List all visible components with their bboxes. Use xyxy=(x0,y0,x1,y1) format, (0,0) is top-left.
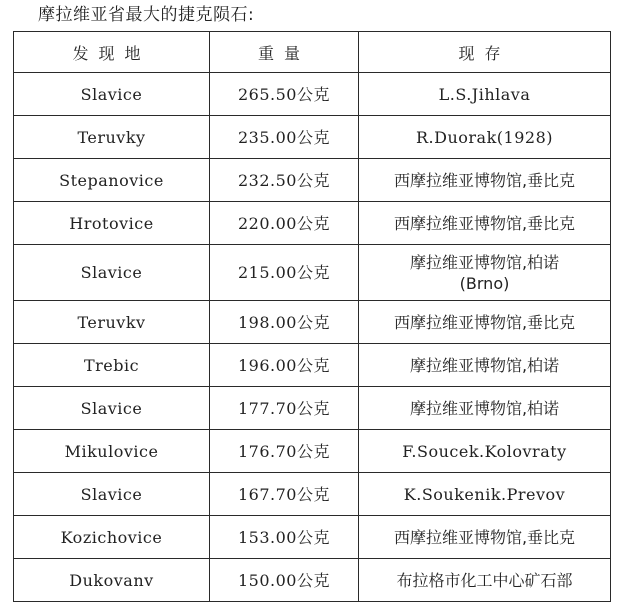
cell-place: Slavice xyxy=(14,473,210,516)
table-caption: 摩拉维亚省最大的捷克陨石: xyxy=(38,5,255,25)
table-row xyxy=(14,202,611,245)
cell-location: L.S.Jihlava xyxy=(359,73,611,116)
cell-location: R.Duorak(1928) xyxy=(359,116,611,159)
cell-place: Kozichovice xyxy=(14,516,210,559)
meteorite-table xyxy=(13,31,611,602)
table-header-row xyxy=(14,32,611,73)
table-row xyxy=(14,387,611,430)
cell-location: 摩拉维亚博物馆,柏诺 xyxy=(359,387,611,430)
table-row xyxy=(14,245,611,301)
cell-place: Slavice xyxy=(14,73,210,116)
cell-weight: 153.00公克 xyxy=(210,516,359,559)
table-row xyxy=(14,73,611,116)
cell-location: F.Soucek.Kolovraty xyxy=(359,430,611,473)
cell-weight: 235.00公克 xyxy=(210,116,359,159)
cell-place: Trebic xyxy=(14,344,210,387)
table-row xyxy=(14,473,611,516)
cell-location: 西摩拉维亚博物馆,垂比克 xyxy=(359,159,611,202)
table-row xyxy=(14,559,611,602)
table-row xyxy=(14,159,611,202)
cell-place: Mikulovice xyxy=(14,430,210,473)
cell-weight: 196.00公克 xyxy=(210,344,359,387)
cell-location: 西摩拉维亚博物馆,垂比克 xyxy=(359,516,611,559)
cell-weight: 167.70公克 xyxy=(210,473,359,516)
table-row xyxy=(14,344,611,387)
cell-place: Slavice xyxy=(14,245,210,301)
cell-place: Dukovanv xyxy=(14,559,210,602)
cell-location: 摩拉维亚博物馆,柏诺 xyxy=(359,344,611,387)
cell-location: 布拉格市化工中心矿石部 xyxy=(359,559,611,602)
cell-weight: 150.00公克 xyxy=(210,559,359,602)
cell-weight: 265.50公克 xyxy=(210,73,359,116)
cell-place: Stepanovice xyxy=(14,159,210,202)
cell-place: Hrotovice xyxy=(14,202,210,245)
cell-weight: 177.70公克 xyxy=(210,387,359,430)
cell-place: Teruvkv xyxy=(14,301,210,344)
table-row xyxy=(14,301,611,344)
cell-weight: 198.00公克 xyxy=(210,301,359,344)
cell-location: K.Soukenik.Prevov xyxy=(359,473,611,516)
table-row xyxy=(14,430,611,473)
cell-weight: 232.50公克 xyxy=(210,159,359,202)
header-current-location: 现存 xyxy=(359,32,611,73)
cell-place: Slavice xyxy=(14,387,210,430)
cell-location: 西摩拉维亚博物馆,垂比克 xyxy=(359,202,611,245)
cell-location: 摩拉维亚博物馆,柏诺(Brno) xyxy=(359,245,611,301)
table-row xyxy=(14,516,611,559)
cell-weight: 215.00公克 xyxy=(210,245,359,301)
table-row xyxy=(14,116,611,159)
cell-place: Teruvky xyxy=(14,116,210,159)
header-discovery-place: 发现地 xyxy=(14,32,210,73)
cell-weight: 176.70公克 xyxy=(210,430,359,473)
header-weight: 重量 xyxy=(210,32,359,73)
cell-location: 西摩拉维亚博物馆,垂比克 xyxy=(359,301,611,344)
cell-weight: 220.00公克 xyxy=(210,202,359,245)
